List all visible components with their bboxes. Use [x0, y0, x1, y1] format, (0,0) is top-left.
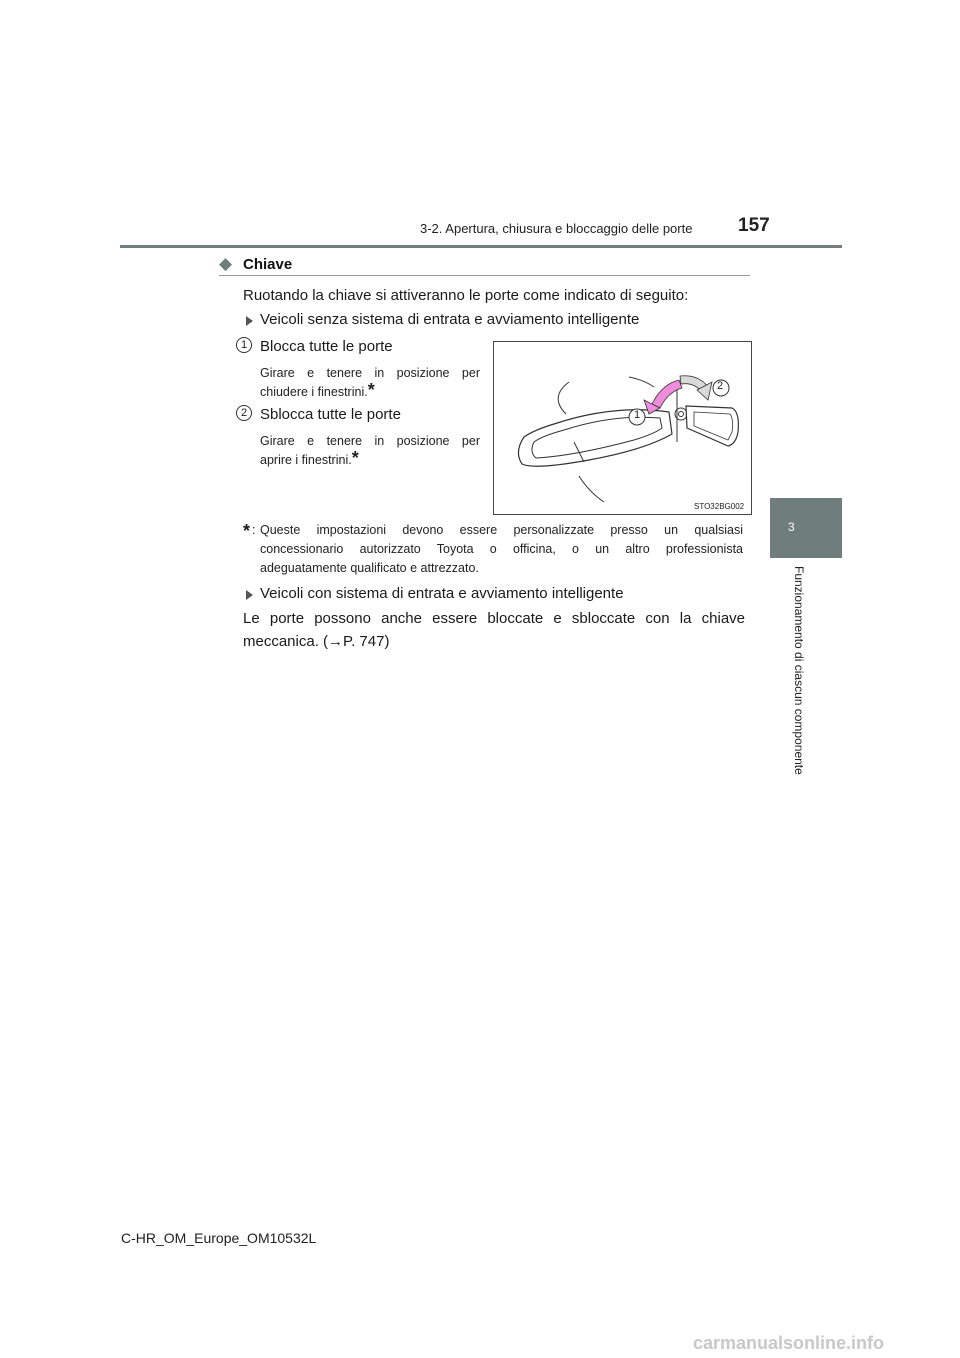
- footnote-line1: Queste impostazioni devono essere personalizzate presso un qualsiasi: [260, 523, 743, 537]
- footnote-colon: :: [252, 523, 256, 537]
- footnote-asterisk: *: [351, 448, 359, 468]
- item2-desc-line1: Girare e tenere in posizione per: [260, 434, 480, 448]
- diamond-icon: ◆: [219, 254, 233, 273]
- key-door-handle-illustration: [493, 341, 752, 515]
- header-divider: [120, 245, 842, 248]
- page-number: 157: [738, 215, 770, 236]
- illustration-label-2: 2: [716, 380, 724, 392]
- footnote-marker: *: [243, 521, 251, 541]
- item2-desc-line2: aprire i finestrini.*: [260, 448, 359, 468]
- item1-desc-line2: chiudere i finestrini.*: [260, 380, 375, 400]
- case2-line2: meccanica. (→P. 747): [243, 633, 390, 650]
- item2-title: Sblocca tutte le porte: [260, 406, 401, 423]
- heading-underline: [219, 275, 750, 276]
- chapter-tab-label: Funzionamento di ciascun componente: [792, 566, 806, 775]
- chapter-tab-number: 3: [788, 520, 795, 534]
- running-header-section: 3-2. Apertura, chiusura e bloccaggio delle porte: [420, 221, 693, 236]
- step-number-1: 1: [236, 337, 252, 353]
- footnote-line3: adeguatamente qualificato e attrezzato.: [260, 561, 479, 575]
- case2-line1: Le porte possono anche essere bloccate e sbloccate con la chiave: [243, 610, 745, 627]
- section-heading: Chiave: [243, 256, 293, 273]
- illustration-label-1: 1: [633, 409, 641, 421]
- case1-title: Veicoli senza sistema di entrata e avviamento intelligente: [260, 311, 640, 328]
- item1-title: Blocca tutte le porte: [260, 338, 393, 355]
- triangle-bullet-icon: [246, 316, 253, 326]
- footnote-line2: concessionario autorizzato Toyota o officina, o un altro professionista: [260, 542, 743, 556]
- illustration-code: STO32BG002: [694, 502, 745, 511]
- chapter-tab: [770, 498, 842, 558]
- document-code: C-HR_OM_Europe_OM10532L: [121, 1230, 317, 1246]
- triangle-bullet-icon: [246, 590, 253, 600]
- case2-title: Veicoli con sistema di entrata e avviamento intelligente: [260, 585, 624, 602]
- watermark: carmanualsonline.info: [693, 1333, 885, 1353]
- item1-desc-line1: Girare e tenere in posizione per: [260, 366, 480, 380]
- step-number-2: 2: [236, 405, 252, 421]
- footnote-asterisk: *: [367, 380, 375, 400]
- intro-text: Ruotando la chiave si attiveranno le porte come indicato di seguito:: [243, 287, 689, 304]
